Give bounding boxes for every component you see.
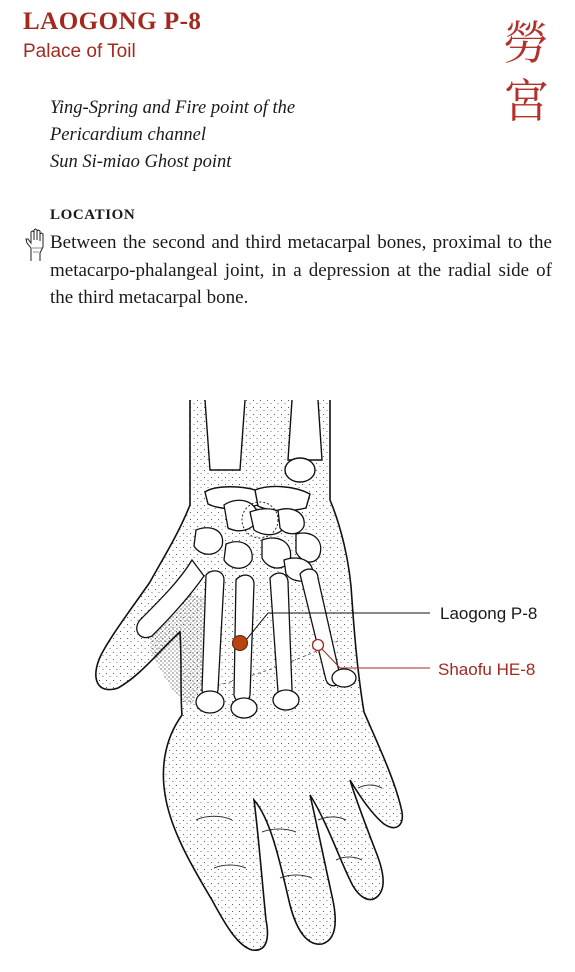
description-line: Sun Si-miao Ghost point (50, 152, 232, 172)
laogong-point (233, 636, 248, 651)
description-line: Pericardium channel (50, 125, 207, 145)
chinese-char-lao: 勞 (503, 16, 549, 70)
location-heading: LOCATION (50, 207, 136, 223)
location-description: Between the second and third metacarpal bones, proximal to the metacarpo-phalangeal joint, in a depression at the radial side of the third metacarpal bone. (50, 232, 552, 308)
point-description (50, 95, 295, 176)
hand-icon (22, 228, 46, 262)
description-line: Ying-Spring and Fire point of the (50, 98, 296, 118)
shaofu-label: Shaofu HE-8 (438, 660, 536, 679)
laogong-label: Laogong P-8 (440, 604, 538, 623)
point-title: LAOGONG P-8 (23, 8, 202, 35)
shaofu-point (313, 640, 324, 651)
chinese-name (500, 14, 552, 130)
point-subtitle: Palace of Toil (23, 41, 136, 62)
chinese-char-gong: 宮 (503, 74, 549, 128)
hand-illustration (0, 390, 575, 972)
